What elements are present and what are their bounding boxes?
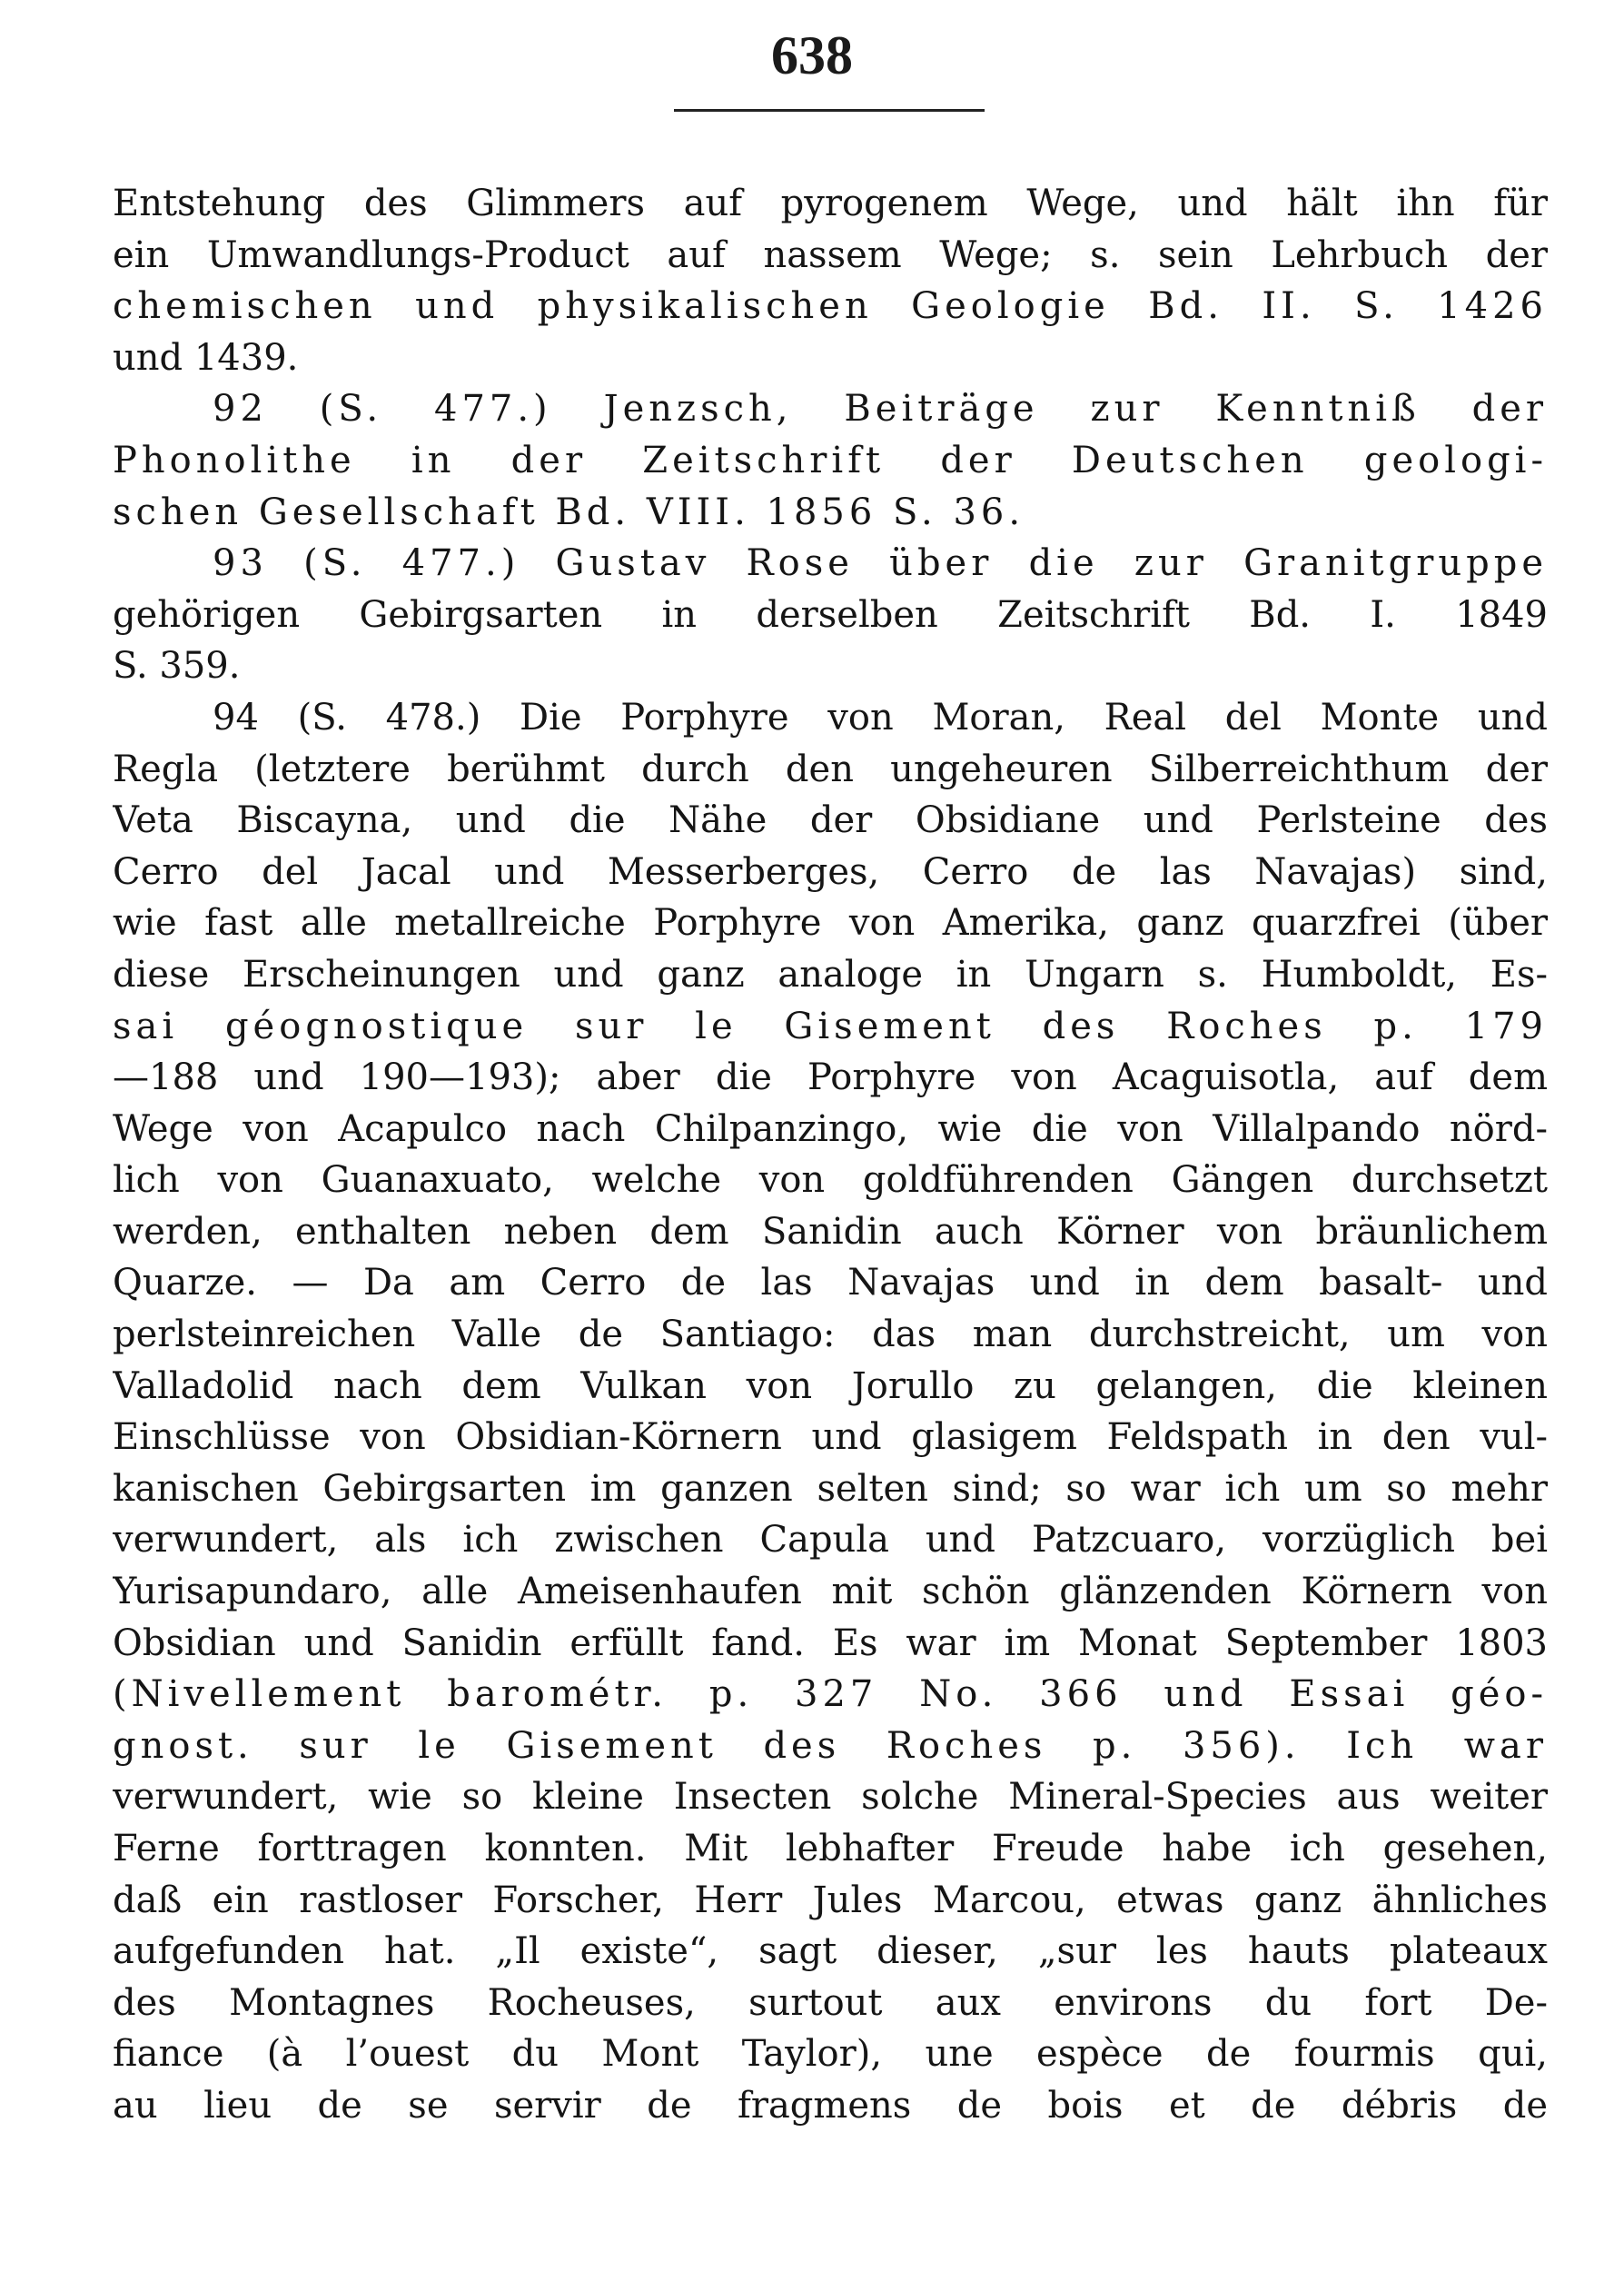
text-line: gehörigen Gebirgsarten in derselben Zeitschrift Bd. I. 1849 (113, 593, 1548, 636)
text-line: au lieu de se servir de fragmens de bois et de débris de (113, 2084, 1548, 2127)
header-rule (674, 109, 985, 112)
text-line: Regla (letztere berühmt durch den ungeheuren Silberreichthum der (113, 748, 1548, 790)
text-line: Einschlüsse von Obsidian-Körnern und glasigem Feldspath in den vul- (113, 1416, 1548, 1459)
text-line: 93 (S. 477.) Gustav Rose über die zur Granitgruppe (213, 542, 1548, 585)
text-line: Phonolithe in der Zeitschrift der Deutschen geologi- (113, 439, 1548, 481)
text-line: aufgefunden hat. „Il existe“, sagt dieser, „sur les hauts plateaux (113, 1930, 1548, 1973)
page-number: 638 (771, 25, 853, 85)
text-line: Yurisapundaro, alle Ameisenhaufen mit schön glänzenden Körnern von (113, 1571, 1548, 1613)
text-line: werden, enthalten neben dem Sanidin auch Körner von bräunlichem (113, 1210, 1548, 1253)
text-line: S. 359. (113, 645, 241, 688)
text-line: —188 und 190—193); aber die Porphyre von Acaguisotla, auf dem (113, 1056, 1548, 1099)
text-line: schen Gesellschaft Bd. VIII. 1856 S. 36. (113, 491, 1025, 533)
text-line: 94 (S. 478.) Die Porphyre von Moran, Real del Monte und (213, 696, 1548, 739)
text-line: wie fast alle metallreiche Porphyre von Amerika, ganz quarzfrei (über (113, 902, 1548, 945)
text-line: sai géognostique sur le Gisement des Roches p. 179 (113, 1005, 1548, 1047)
text-line: des Montagnes Rocheuses, surtout aux environs du fort De- (113, 1981, 1548, 2024)
text-line: diese Erscheinungen und ganz analoge in Ungarn s. Humboldt, Es- (113, 953, 1548, 996)
text-line: ein Umwandlungs-Product auf nassem Wege; s. sein Lehrbuch der (113, 233, 1548, 276)
text-line: Wege von Acapulco nach Chilpanzingo, wie die von Villalpando nörd- (113, 1107, 1548, 1150)
text-line: gnost. sur le Gisement des Roches p. 356). Ich war (113, 1724, 1548, 1767)
text-line: Quarze. — Da am Cerro de las Navajas und in dem basalt- und (113, 1262, 1548, 1304)
text-line: Ferne forttragen konnten. Mit lebhafter Freude habe ich gesehen, (113, 1828, 1548, 1869)
text-line: Entstehung des Glimmers auf pyrogenem Wege, und hält ihn für (113, 183, 1548, 224)
text-line: fiance (à l’ouest du Mont Taylor), une espèce de fourmis qui, (113, 2033, 1548, 2076)
text-line: 92 (S. 477.) Jenzsch, Beiträge zur Kenntniß der (213, 388, 1548, 431)
text-line: und 1439. (113, 336, 299, 379)
text-line: lich von Guanaxuato, welche von goldführenden Gängen durchsetzt (113, 1159, 1548, 1202)
text-line: Veta Biscayna, und die Nähe der Obsidiane und Perlsteine des (113, 799, 1548, 842)
text-line: Cerro del Jacal und Messerberges, Cerro de las Navajas) sind, (113, 850, 1548, 893)
text-line: verwundert, wie so kleine Insecten solche Mineral-Species aus weiter (113, 1776, 1548, 1819)
text-line: daß ein rastloser Forscher, Herr Jules Marcou, etwas ganz ähnliches (113, 1879, 1548, 1921)
footnote-text (113, 178, 1548, 2132)
text-line: Valladolid nach dem Vulkan von Jorullo zu gelangen, die kleinen (113, 1364, 1548, 1407)
text-line: Obsidian und Sanidin erfüllt fand. Es war im Monat September 1803 (113, 1621, 1548, 1664)
text-line: verwundert, als ich zwischen Capula und Patzcuaro, vorzüglich bei (113, 1519, 1548, 1562)
text-line: kanischen Gebirgsarten im ganzen selten sind; so war ich um so mehr (113, 1467, 1548, 1510)
text-line: perlsteinreichen Valle de Santiago: das man durchstreicht, um von (113, 1314, 1548, 1356)
text-line: chemischen und physikalischen Geologie Bd. II. S. 1426 (113, 285, 1548, 328)
text-line: (Nivellement barométr. p. 327 No. 366 und Essai géo- (113, 1673, 1548, 1716)
